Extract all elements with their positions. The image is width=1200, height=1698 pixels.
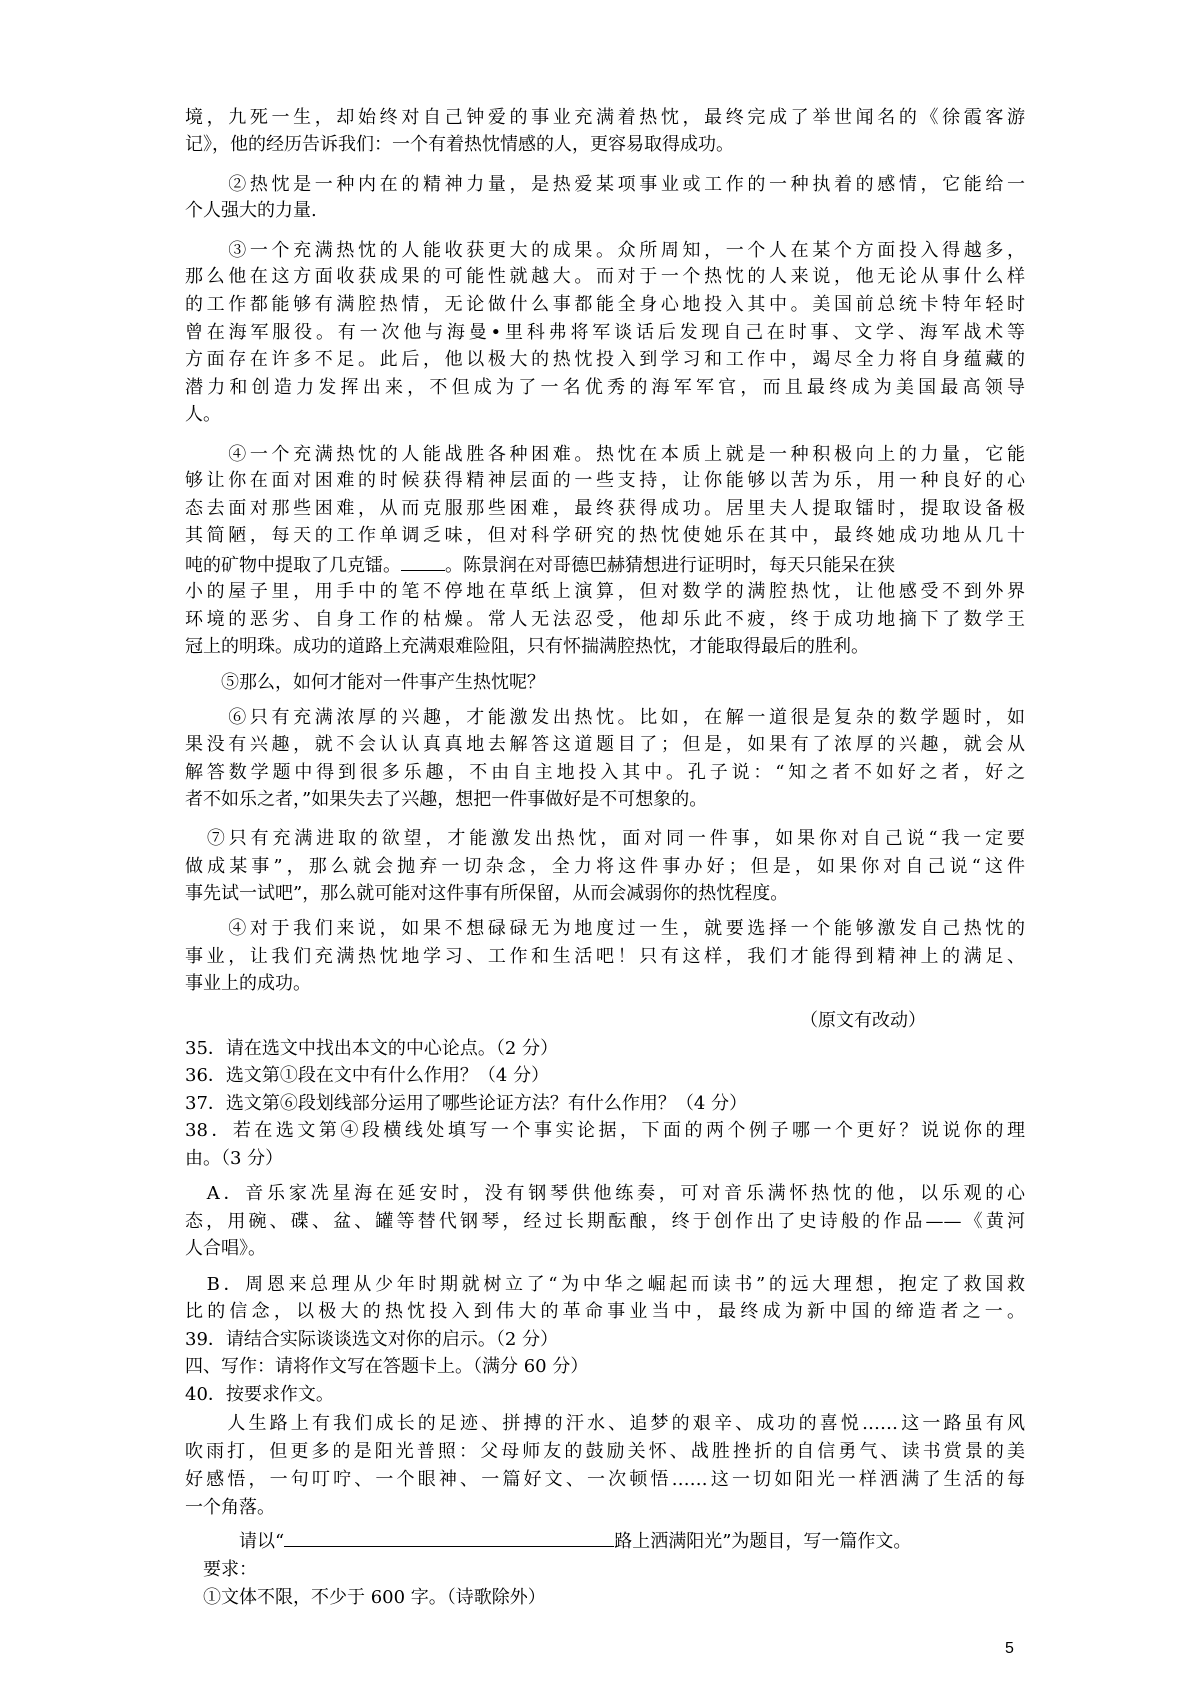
option-line: 人合唱》。 <box>185 1238 266 1259</box>
passage-line: 环境的恶劣、自身工作的枯燥。常人无法忍受，他却乐此不疲，终于成功地摘下了数学王 <box>185 609 1025 630</box>
essay-title-after: 路上洒满阳光”为题目，写一篇作文。 <box>614 1531 912 1552</box>
passage-line: 事业上的成功。 <box>185 973 311 994</box>
source-note: （原文有改动） <box>800 1010 926 1031</box>
option-line: 比的信念，以极大的热忱投入到伟大的革命事业当中，最终成为新中国的缔造者之一。 <box>185 1301 1025 1322</box>
requirement-item: ①文体不限，不少于 600 字。（诗歌除外） <box>185 1587 546 1608</box>
option-line: B．周恩来总理从少年时期就树立了“为中华之崛起而读书”的远大理想，抱定了救国救 <box>185 1274 1025 1295</box>
passage-line: 者不如乐之者，”如果失去了兴趣，想把一件事做好是不可想象的。 <box>185 789 708 810</box>
passage-line: ⑤那么，如何才能对一件事产生热忱呢？ <box>185 672 545 693</box>
passage-line: ④一个充满热忱的人能战胜各种困难。热忱在本质上就是一种积极向上的力量，它能 <box>185 444 1025 465</box>
passage-line: ⑦只有充满进取的欲望，才能激发出热忱，面对同一件事，如果你对自己说“我一定要 <box>185 828 1025 849</box>
passage-line: 事业，让我们充满热忱地学习、工作和生活吧！只有这样，我们才能得到精神上的满足、 <box>185 946 1025 967</box>
passage-line: 事先试一试吧”，那么就可能对这件事有所保留，从而会减弱你的热忱程度。 <box>185 883 789 904</box>
question-line: 37．选文第⑥段划线部分运用了哪些论证方法？有什么作用？（4 分） <box>185 1093 748 1114</box>
passage-line: 其简陋，每天的工作单调乏味，但对科学研究的热忱使她乐在其中，最终她成功地从几十 <box>185 525 1025 546</box>
passage-line: ②热忱是一种内在的精神力量，是热爱某项事业或工作的一种执着的感情，它能给一 <box>185 174 1025 195</box>
passage-line: ④对于我们来说，如果不想碌碌无为地度过一生，就要选择一个能够激发自己热忱的 <box>185 918 1025 939</box>
essay-prompt-line: 一个角落。 <box>185 1497 275 1518</box>
passage-text: 。陈景润在对哥德巴赫猜想进行证明时，每天只能呆在狭 <box>445 555 895 576</box>
option-line: A．音乐家冼星海在延安时，没有钢琴供他练奏，可对音乐满怀热忱的他，以乐观的心 <box>185 1183 1025 1204</box>
passage-line: 态去面对那些困难，从而克服那些困难，最终获得成功。居里夫人提取镭时，提取设备极 <box>185 498 1025 519</box>
passage-line: 那么他在这方面收获成果的可能性就越大。而对于一个热忱的人来说，他无论从事什么样 <box>185 266 1025 287</box>
essay-prompt-line: 人生路上有我们成长的足迹、拼搏的汗水、追梦的艰辛、成功的喜悦……这一路虽有风 <box>185 1413 1025 1434</box>
question-line: 36．选文第①段在文中有什么作用？（4 分） <box>185 1065 550 1086</box>
question-line: 38．若在选文第④段横线处填写一个事实论据，下面的两个例子哪一个更好？说说你的理 <box>185 1120 1025 1141</box>
passage-line: 曾在海军服役。有一次他与海曼•里科弗将军谈话后发现自己在时事、文学、海军战术等 <box>185 322 1025 343</box>
requirements-label: 要求： <box>185 1559 257 1580</box>
essay-prompt-line: 好感悟，一句叮咛、一个眼神、一篇好文、一次顿悟……这一切如阳光一样洒满了生活的每 <box>185 1469 1025 1490</box>
page-number: 5 <box>1005 1640 1014 1657</box>
passage-line: 果没有兴趣，就不会认认真真地去解答这道题目了；但是，如果有了浓厚的兴趣，就会从 <box>185 734 1025 755</box>
passage-line: 方面存在许多不足。此后，他以极大的热忱投入到学习和工作中，竭尽全力将自身蕴藏的 <box>185 349 1025 370</box>
question-line: 35．请在选文中找出本文的中心论点。（2 分） <box>185 1038 559 1059</box>
essay-prompt-line: 吹雨打，但更多的是阳光普照：父母师友的鼓励关怀、战胜挫折的自信勇气、读书赏景的美 <box>185 1441 1025 1462</box>
fill-in-blank <box>401 550 445 571</box>
passage-line: ⑥只有充满浓厚的兴趣，才能激发出热忱。比如，在解一道很是复杂的数学题时，如 <box>185 707 1025 728</box>
question-line: 39．请结合实际谈谈选文对你的启示。（2 分） <box>185 1329 559 1350</box>
essay-title-before: 请以“ <box>185 1531 285 1552</box>
option-line: 态，用碗、碟、盆、罐等替代钢琴，经过长期酝酿，终于创作出了史诗般的作品——《黄河 <box>185 1211 1025 1232</box>
passage-line: ③一个充满热忱的人能收获更大的成果。众所周知，一个人在某个方面投入得越多， <box>185 240 1025 261</box>
passage-line: 做成某事”，那么就会抛弃一切杂念，全力将这件事办好；但是，如果你对自己说“这件 <box>185 856 1025 877</box>
passage-text: 吨的矿物中提取了几克镭。 <box>185 555 401 576</box>
passage-line: 解答数学题中得到很多乐趣，不由自主地投入其中。孔子说：“知之者不如好之者，好之 <box>185 762 1025 783</box>
passage-line-with-blank <box>185 550 895 580</box>
passage-line: 人。 <box>185 404 221 425</box>
section-heading: 四、写作：请将作文写在答题卡上。（满分 60 分） <box>185 1356 589 1377</box>
passage-line: 境，九死一生，却始终对自己钟爱的事业充满着热忱，最终完成了举世闻名的《徐霞客游 <box>185 107 1025 128</box>
passage-line: 潜力和创造力发挥出来，不但成为了一名优秀的海军军官，而且最终成为美国最高领导 <box>185 377 1025 398</box>
passage-line: 冠上的明珠。成功的道路上充满艰难险阻，只有怀揣满腔热忱，才能取得最后的胜利。 <box>185 636 869 657</box>
question-line: 40．按要求作文。 <box>185 1384 334 1405</box>
passage-line: 够让你在面对困难的时候获得精神层面的一些支持，让你能够以苦为乐，用一种良好的心 <box>185 470 1025 491</box>
passage-line: 记》，他的经历告诉我们：一个有着热忱情感的人，更容易取得成功。 <box>185 134 734 155</box>
passage-line: 的工作都能够有满腔热情，无论做什么事都能全身心地投入其中。美国前总统卡特年轻时 <box>185 294 1025 315</box>
passage-line: 个人强大的力量. <box>185 200 317 221</box>
passage-line: 小的屋子里，用手中的笔不停地在草纸上演算，但对数学的满腔热忱，让他感受不到外界 <box>185 581 1025 602</box>
question-line: 由。（3 分） <box>185 1148 284 1169</box>
